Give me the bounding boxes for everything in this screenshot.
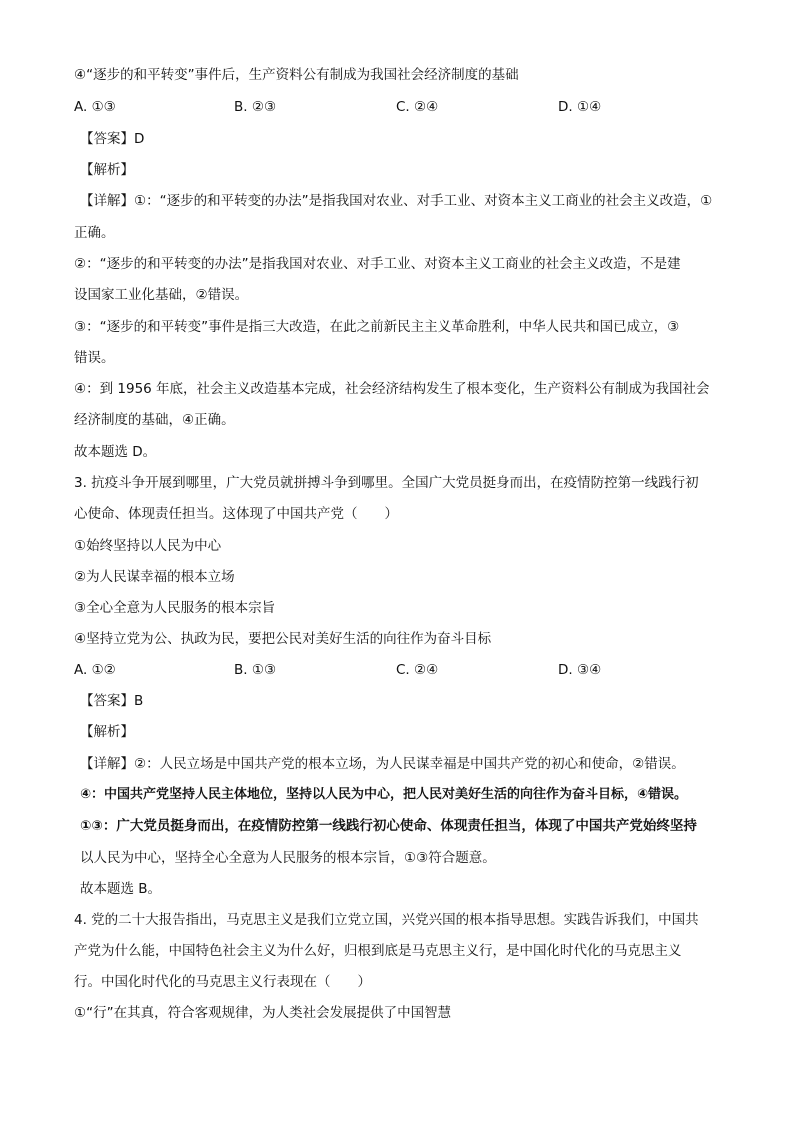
q3-choice-d: D. ③④ — [558, 662, 602, 678]
q3-answer: 【答案】B — [80, 693, 144, 709]
q2-option-4: ④“逐步的和平转变”事件后，生产资料公有制成为我国社会经济制度的基础 — [74, 67, 519, 83]
q2-detail-line-1: 【详解】①：“逐步的和平转变的办法”是指我国对农业、对手工业、对资本主义工商业的社会主义改造，① — [80, 193, 713, 209]
q3-detail-line-1: 【详解】②：人民立场是中国共产党的根本立场，为人民谋幸福是中国共产党的初心和使命，②错误。 — [80, 756, 685, 772]
q2-detail-line-2: 正确。 — [74, 225, 115, 241]
q3-analysis-heading: 【解析】 — [80, 724, 134, 740]
q2-detail-line-3: ②：“逐步的和平转变的办法”是指我国对农业、对手工业、对资本主义工商业的社会主义改造，不是建 — [74, 256, 681, 272]
q4-statement-1: ①“行”在其真，符合客观规律，为人类社会发展提供了中国智慧 — [74, 1005, 452, 1021]
q3-statement-3: ③全心全意为人民服务的根本宗旨 — [74, 600, 276, 616]
q3-statement-4: ④坚持立党为公、执政为民，要把公民对美好生活的向往作为奋斗目标 — [74, 631, 492, 647]
q2-choice-b: B. ②③ — [234, 99, 277, 115]
q3-answer-choices — [74, 661, 714, 679]
q2-choice-a: A. ①③ — [74, 99, 116, 115]
q4-stem-line-2: 产党为什么能，中国特色社会主义为什么好，归根到底是马克思主义行，是中国化时代化的马克思主义 — [74, 943, 682, 959]
q2-conclusion: 故本题选 D。 — [74, 444, 157, 460]
q3-choice-a: A. ①② — [74, 662, 116, 678]
q4-stem-line-1: 4. 党的二十大报告指出，马克思主义是我们立党立国，兴党兴国的根本指导思想。实践告诉我们，中国共 — [74, 912, 699, 928]
q3-stem-line-1: 3. 抗疫斗争开展到哪里，广大党员就拼搏斗争到哪里。全国广大党员挺身而出，在疫情防控第一线践行初 — [74, 475, 699, 491]
q3-conclusion: 故本题选 B。 — [80, 881, 162, 897]
q2-detail-line-4: 设国家工业化基础，②错误。 — [74, 287, 249, 303]
q2-analysis-heading: 【解析】 — [80, 162, 134, 178]
q2-choice-c: C. ②④ — [396, 99, 439, 115]
q3-choice-c: C. ②④ — [396, 662, 439, 678]
q3-statement-2: ②为人民谋幸福的根本立场 — [74, 569, 235, 585]
q2-detail-line-5: ③：“逐步的和平转变”事件是指三大改造，在此之前新民主主义革命胜利，中华人民共和国已成立，③ — [74, 319, 680, 335]
q2-detail-line-8: 经济制度的基础，④正确。 — [74, 412, 235, 428]
q3-detail-line-2: ④：中国共产党坚持人民主体地位，坚持以人民为中心，把人民对美好生活的向往作为奋斗目标，④错误。 — [80, 787, 688, 802]
q3-choice-b: B. ①③ — [234, 662, 277, 678]
q3-statement-1: ①始终坚持以人民为中心 — [74, 538, 222, 554]
q2-answer-choices — [74, 98, 714, 116]
q2-detail-line-6: 错误。 — [74, 350, 115, 366]
q2-choice-d: D. ①④ — [558, 99, 602, 115]
q3-detail-line-3: ①③：广大党员挺身而出，在疫情防控第一线践行初心使命、体现责任担当，体现了中国共产党始终坚持 — [80, 818, 697, 834]
q2-detail-line-7: ④：到 1956 年底，社会主义改造基本完成，社会经济结构发生了根本变化，生产资料公有制成为我国社会 — [74, 381, 710, 397]
q4-stem-line-3: 行。中国化时代化的马克思主义行表现在（ ） — [74, 974, 371, 990]
q3-stem-line-2: 心使命、体现责任担当。这体现了中国共产党（ ） — [74, 506, 398, 522]
q2-answer: 【答案】D — [80, 131, 145, 147]
q3-detail-line-4: 以人民为中心，坚持全心全意为人民服务的根本宗旨，①③符合题意。 — [80, 850, 496, 866]
